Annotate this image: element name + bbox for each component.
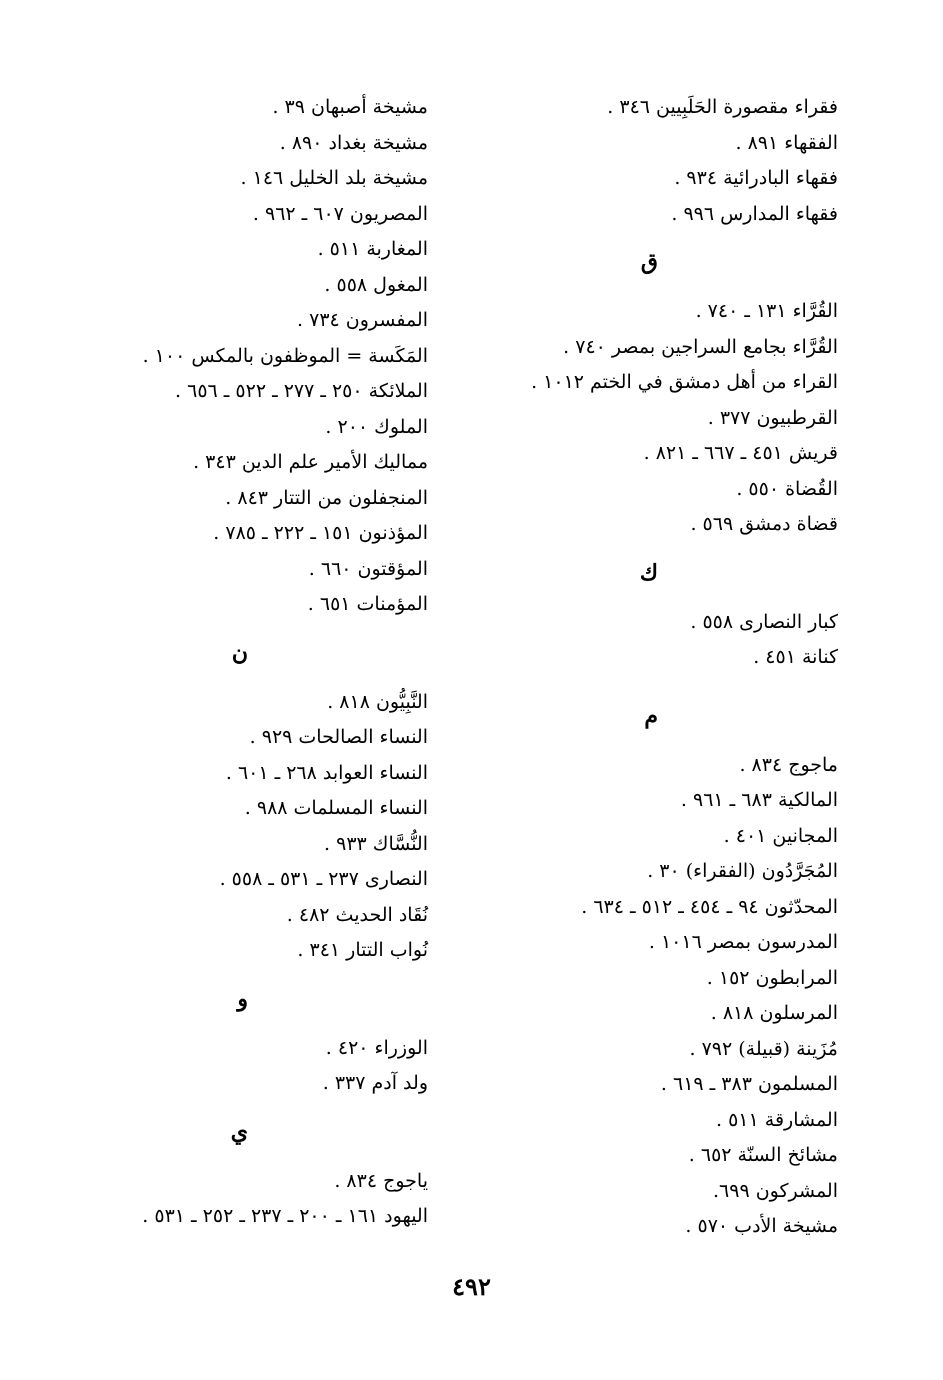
index-entry: المغول ٥٥٨ . xyxy=(324,273,428,296)
index-entry: ماجوج ٨٣٤ . xyxy=(739,753,838,776)
letter-heading-ya: ي xyxy=(230,1118,248,1145)
index-entry: القراء من أهل دمشق في الختم ١٠١٢ . xyxy=(531,371,838,393)
index-entry: المشارقة ٥١١ . xyxy=(716,1108,838,1131)
index-entry: النُّسَّاك ٩٣٣ . xyxy=(324,832,428,855)
index-entry: القُرَّاء بجامع السراجين بمصر ٧٤٠ . xyxy=(563,335,838,358)
right-column xyxy=(478,90,838,1245)
index-entry: النساء العوابد ٢٦٨ ـ ٦٠١ . xyxy=(225,761,428,784)
index-entry: مشيخة بغداد ٨٩٠ . xyxy=(279,131,428,154)
index-entry: المُجَرَّدُون (الفقراء) ٣٠ . xyxy=(647,860,838,882)
index-entry: المصريون ٦٠٧ ـ ٩٦٢ . xyxy=(252,202,428,225)
index-entry: النصارى ٢٣٧ ـ ٥٣١ ـ ٥٥٨ . xyxy=(219,868,428,890)
index-entry: فقهاء البادرائية ٩٣٤ . xyxy=(674,167,838,189)
index-entry: قريش ٤٥١ ـ ٦٦٧ ـ ٨٢١ . xyxy=(643,442,838,464)
letter-heading-waw: و xyxy=(237,985,248,1012)
index-entry: المرابطون ١٥٢ . xyxy=(706,966,838,989)
page-number: ٤٩٢ xyxy=(452,1272,491,1301)
index-entry: القرطبيون ٣٧٧ . xyxy=(707,406,838,429)
index-entry: الوزراء ٤٢٠ . xyxy=(325,1036,428,1059)
index-entry: فقهاء المدارس ٩٩٦ . xyxy=(671,202,838,225)
index-entry: المالكية ٦٨٣ ـ ٩٦١ . xyxy=(680,789,838,811)
index-entry: المغاربة ٥١١ . xyxy=(317,238,428,260)
index-entry: النساء المسلمات ٩٨٨ . xyxy=(244,797,428,819)
left-column xyxy=(48,90,428,1235)
index-entry: مماليك الأمير علم الدين ٣٤٣ . xyxy=(193,451,428,473)
index-entry: المرسلون ٨١٨ . xyxy=(710,1002,838,1024)
index-entry: الملوك ٢٠٠ . xyxy=(325,415,428,438)
letter-heading-nun: ن xyxy=(231,639,248,666)
index-entry: المؤمنات ٦٥١ . xyxy=(307,593,428,615)
index-entry: نُواب التتار ٣٤١ . xyxy=(297,939,428,961)
index-entry: فقراء مقصورة الحَلَبِيين ٣٤٦ . xyxy=(607,96,838,118)
index-entry: قضاة دمشق ٥٦٩ . xyxy=(690,513,838,535)
index-entry: المسلمون ٣٨٣ ـ ٦١٩ . xyxy=(660,1073,838,1095)
index-entry: المجانين ٤٠١ . xyxy=(723,824,838,847)
index-entry: كنانة ٤٥١ . xyxy=(753,646,838,668)
index-entry: المَكَسة = الموظفون بالمكس ١٠٠ . xyxy=(142,344,428,367)
index-entry: اليهود ١٦١ ـ ٢٠٠ ـ ٢٣٧ ـ ٢٥٢ ـ ٥٣١ . xyxy=(142,1205,428,1227)
index-entry: مشيخة الأدب ٥٧٠ . xyxy=(685,1215,838,1237)
index-entry: مشيخة بلد الخليل ١٤٦ . xyxy=(240,167,428,189)
index-entry: المدرسون بمصر ١٠١٦ . xyxy=(648,931,838,953)
index-entry: الملائكة ٢٥٠ ـ ٢٧٧ ـ ٥٢٢ ـ ٦٥٦ . xyxy=(175,380,428,402)
index-entry: المؤذنون ١٥١ ـ ٢٢٢ ـ ٧٨٥ . xyxy=(213,522,428,544)
index-entry: المشركون ٦٩٩. xyxy=(712,1179,838,1202)
index-entry: كبار النصارى ٥٥٨ . xyxy=(690,610,838,633)
index-entry: مشيخة أصبهان ٣٩ . xyxy=(272,96,428,118)
index-entry: نُقَاد الحديث ٤٨٢ . xyxy=(286,903,428,926)
index-entry: مشائخ السنّة ٦٥٢ . xyxy=(688,1144,838,1166)
index-entry: المنجفلون من التتار ٨٤٣ . xyxy=(225,486,428,509)
index-entry: ياجوج ٨٣٤ . xyxy=(334,1169,428,1192)
index-entry: مُزَينة (قبيلة) ٧٩٢ . xyxy=(689,1037,838,1060)
letter-heading-kaf: ك xyxy=(639,559,658,586)
index-entry: القُرَّاء ١٣١ ـ ٧٤٠ . xyxy=(695,300,838,322)
index-entry: المحدّثون ٩٤ ـ ٤٥٤ ـ ٥١٢ ـ ٦٣٤ . xyxy=(581,895,838,918)
index-entry: النساء الصالحات ٩٢٩ . xyxy=(249,726,428,748)
letter-heading-qaf: ق xyxy=(640,249,658,275)
index-entry: الفقهاء ٨٩١ . xyxy=(735,131,838,154)
index-entry: النَّبِيُّون ٨١٨ . xyxy=(327,690,428,713)
index-entry: ولد آدم ٣٣٧ . xyxy=(322,1072,428,1094)
letter-heading-mim: م xyxy=(644,702,658,729)
index-entry: القُضاة ٥٥٠ . xyxy=(736,477,838,500)
index-entry: المفسرون ٧٣٤ . xyxy=(297,309,428,331)
index-entry: المؤقتون ٦٦٠ . xyxy=(308,557,428,580)
